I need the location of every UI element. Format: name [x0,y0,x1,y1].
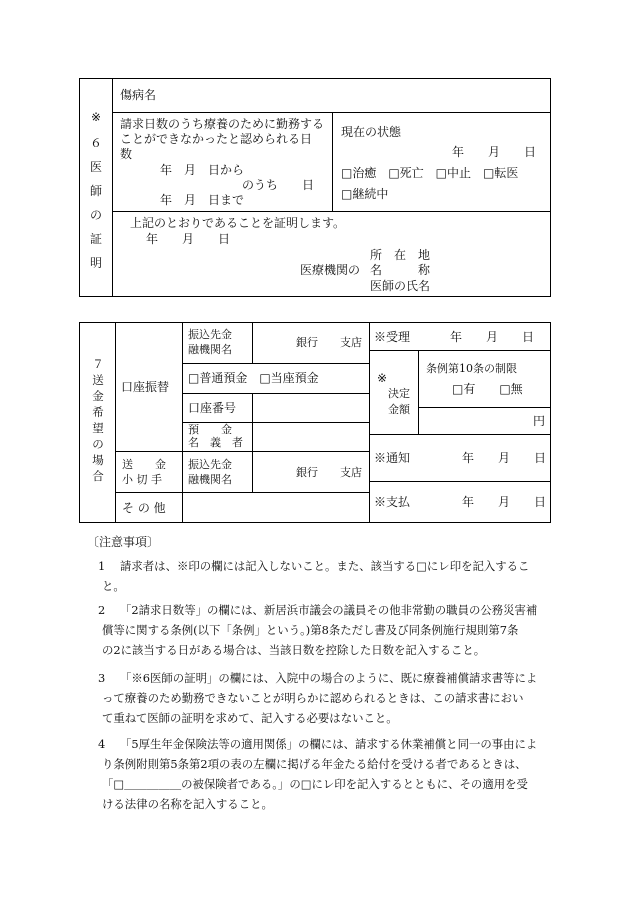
paid-date[interactable]: 年 月 日 [462,495,547,509]
notified-date[interactable]: 年 月 日 [462,451,547,465]
paid-label: ※支払 [374,495,411,509]
section7-side-label: ７ 送 金 希 望 の 場 合 [92,357,104,483]
ordinance-limit-options[interactable]: □有 □無 [452,382,523,396]
cheque-bank-label-line2: 融機関名 [188,473,232,486]
bank-branch-field[interactable]: 銀行 支店 [296,336,362,349]
account-holder-field[interactable] [253,423,368,451]
section6-side-label: ※ ６ 医 師 の 証 明 [89,110,102,270]
institution-label: 医療機関の [300,263,361,277]
received-label: ※受理 [374,330,411,344]
current-status-options[interactable]: □治癒 □死亡 □中止 □転医 [341,166,519,180]
yen-unit: 円 [533,414,546,428]
bank-name-label-line1: 振込先金 [188,328,232,341]
notes-heading: 〔注意事項〕 [87,535,160,549]
work-absence-days-label-line1: 請求日数のうち療養のために勤務する [120,117,325,131]
note-item: 2 「2請求日数等」の欄には、新居浜市議会の議員その他非常勤の職員の公務災害補 償等に関する条例(以下「条例」という。)第8条ただし書及び同条例施行規則第7条 の2に該当する日がある場合は、当該日数を控除した日数を記入すること。 [98,603,538,657]
ordinance-limit-label: 条例第10条の制限 [426,362,517,375]
decided-amount-mark: ※ [377,371,388,385]
period-to[interactable]: 年 月 日まで [160,193,245,207]
remittance-cheque-label-line2: 小 切 手 [122,473,162,486]
institution-name-label: 名 称 [370,263,431,277]
received-date[interactable]: 年 月 日 [450,330,535,344]
certification-statement: 上記のとおりであることを証明します。 [130,216,346,230]
current-status-date[interactable]: 年 月 日 [452,145,537,159]
account-number-label: 口座番号 [188,401,237,415]
account-transfer-label: 口座振替 [121,380,170,394]
certification-date[interactable]: 年 月 日 [146,232,231,246]
remittance-cheque-label-line1: 送 金 [122,458,166,471]
account-holder-label-line2: 名 義 者 [188,436,243,449]
cheque-bank-branch-field[interactable]: 銀行 支店 [296,466,362,479]
notified-label: ※通知 [374,451,411,465]
doctor-name-label: 医師の氏名 [370,279,431,293]
decided-amount-label-line1: 決定 [388,387,410,400]
account-number-field[interactable] [253,394,368,422]
current-status-continuing[interactable]: □継続中 [341,187,389,201]
current-status-label: 現在の状態 [341,125,402,139]
work-absence-days-label-line3: 数 [120,147,133,161]
period-from[interactable]: 年 月 日から [160,163,245,177]
institution-address-label: 所 在 地 [370,248,431,262]
bank-name-label-line2: 融機関名 [188,343,232,356]
account-holder-label-line1: 預 金 [188,423,232,436]
cheque-bank-label-line1: 振込先金 [188,458,232,471]
decided-amount-label-line2: 金額 [388,403,410,416]
note-item: 3 「※6医師の証明」の欄には、入院中の場合のように、既に療養補償請求書等によ って療養のため勤務できないことが明らかに認められるときは、この請求書におい て重ねて医師の証明を求めて、記入する必要はないこと。 [98,671,538,725]
other-method-label: そ の 他 [122,501,166,515]
deposit-type-options[interactable]: □普通預金 □当座預金 [188,371,319,385]
injury-name-label: 傷病名 [120,88,157,102]
note-item: 1 請求者は、※印の欄には記入しないこと。また、該当する□にレ印を記入するこ と。 [98,559,530,593]
work-absence-days-label-line2: ことができなかったと認められる日 [120,132,313,146]
other-method-field[interactable] [183,493,368,522]
period-days-within[interactable]: のうち 日 [242,178,315,192]
note-item: 4 「5厚生年金保険法等の適用関係」の欄には、請求する休業補償と同一の事由によ り条例附則第5条第2項の表の左欄に掲げる年金たる給付を受ける者であるときは、 「□＿＿＿＿＿の被保険者である。」の□にレ印を記入するとともに、その適用を受 ける法律の名称を記入すること。 [98,737,538,811]
